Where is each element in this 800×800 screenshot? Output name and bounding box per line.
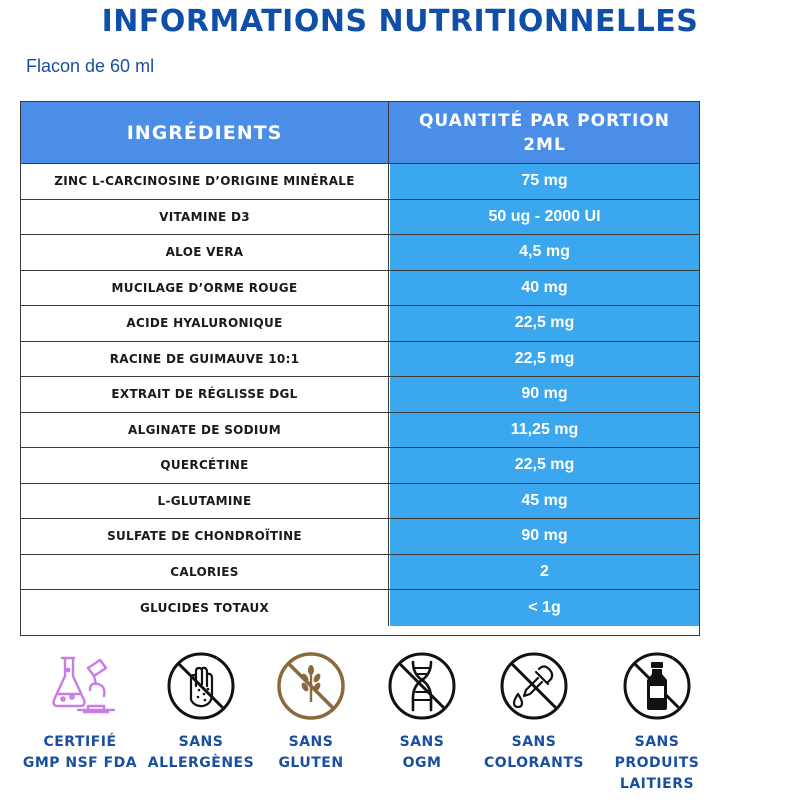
badge-label: SANS GLUTEN [278, 734, 344, 771]
table-body [21, 164, 699, 626]
ingredient-name: SULFATE DE CHONDROÏTINE [21, 519, 389, 554]
badge-label: SANS OGM [399, 734, 445, 771]
ingredient-name: L-GLUTAMINE [21, 484, 389, 519]
certification-badges [0, 650, 800, 800]
no-gluten-wheat-icon [275, 650, 347, 722]
lab-flask-microscope-icon [44, 650, 116, 722]
table-row [21, 519, 699, 555]
table-row [21, 413, 699, 449]
table-row [21, 590, 699, 626]
ingredient-name: CALORIES [21, 555, 389, 590]
ingredient-quantity: < 1g [390, 590, 699, 626]
ingredient-name: ZINC L-CARCINOSINE D’ORIGINE MINÉRALE [21, 164, 389, 199]
ingredient-quantity: 50 ug - 2000 UI [390, 200, 699, 235]
column-header-quantity-line1: QUANTITÉ PAR PORTION [418, 110, 671, 131]
ingredient-quantity: 40 mg [390, 271, 699, 306]
ingredient-name: EXTRAIT DE RÉGLISSE DGL [21, 377, 389, 412]
ingredient-quantity: 22,5 mg [390, 448, 699, 483]
ingredient-quantity: 4,5 mg [390, 235, 699, 270]
ingredient-quantity: 75 mg [390, 164, 699, 199]
ingredient-quantity: 45 mg [390, 484, 699, 519]
nutrition-table [20, 101, 700, 636]
table-row [21, 342, 699, 378]
column-header-ingredients: INGRÉDIENTS [21, 102, 389, 163]
ingredient-name: ACIDE HYALURONIQUE [21, 306, 389, 341]
no-dairy-bottle-icon [621, 650, 693, 722]
badge-label: SANS PRODUITS LAITIERS [614, 734, 700, 792]
ingredient-quantity: 2 [390, 555, 699, 590]
ingredient-name: ALGINATE DE SODIUM [21, 413, 389, 448]
column-header-quantity [390, 102, 699, 163]
ingredient-name: RACINE DE GUIMAUVE 10:1 [21, 342, 389, 377]
table-row [21, 448, 699, 484]
table-row [21, 235, 699, 271]
table-header [21, 102, 699, 164]
ingredient-quantity: 22,5 mg [390, 342, 699, 377]
table-row [21, 555, 699, 591]
ingredient-name: MUCILAGE D’ORME ROUGE [21, 271, 389, 306]
table-row [21, 164, 699, 200]
ingredient-quantity: 22,5 mg [390, 306, 699, 341]
page-title: INFORMATIONS NUTRITIONNELLES [101, 4, 699, 39]
badge-certified [15, 650, 145, 774]
badge-label: SANS COLORANTS [484, 734, 584, 771]
table-row [21, 484, 699, 520]
table-row [21, 271, 699, 307]
badge-label: CERTIFIÉ GMP NSF FDA [22, 734, 138, 771]
ingredient-quantity: 90 mg [390, 519, 699, 554]
ingredient-quantity: 11,25 mg [390, 413, 699, 448]
badge-no-colorants [469, 650, 599, 774]
ingredient-name: QUERCÉTINE [21, 448, 389, 483]
table-row [21, 200, 699, 236]
ingredient-name: VITAMINE D3 [21, 200, 389, 235]
badge-label: SANS ALLERGÈNES [147, 734, 255, 771]
table-row [21, 377, 699, 413]
ingredient-name: GLUCIDES TOTAUX [21, 590, 389, 626]
no-allergens-hand-icon [165, 650, 237, 722]
ingredient-quantity: 90 mg [390, 377, 699, 412]
ingredient-name: ALOE VERA [21, 235, 389, 270]
bottle-size: Flacon de 60 ml [26, 56, 155, 76]
table-row [21, 306, 699, 342]
no-colorants-dropper-icon [498, 650, 570, 722]
column-header-quantity-line2: 2ML [523, 134, 566, 155]
badge-no-dairy [592, 650, 722, 795]
badge-no-gmo [357, 650, 487, 774]
no-gmo-dna-icon [386, 650, 458, 722]
